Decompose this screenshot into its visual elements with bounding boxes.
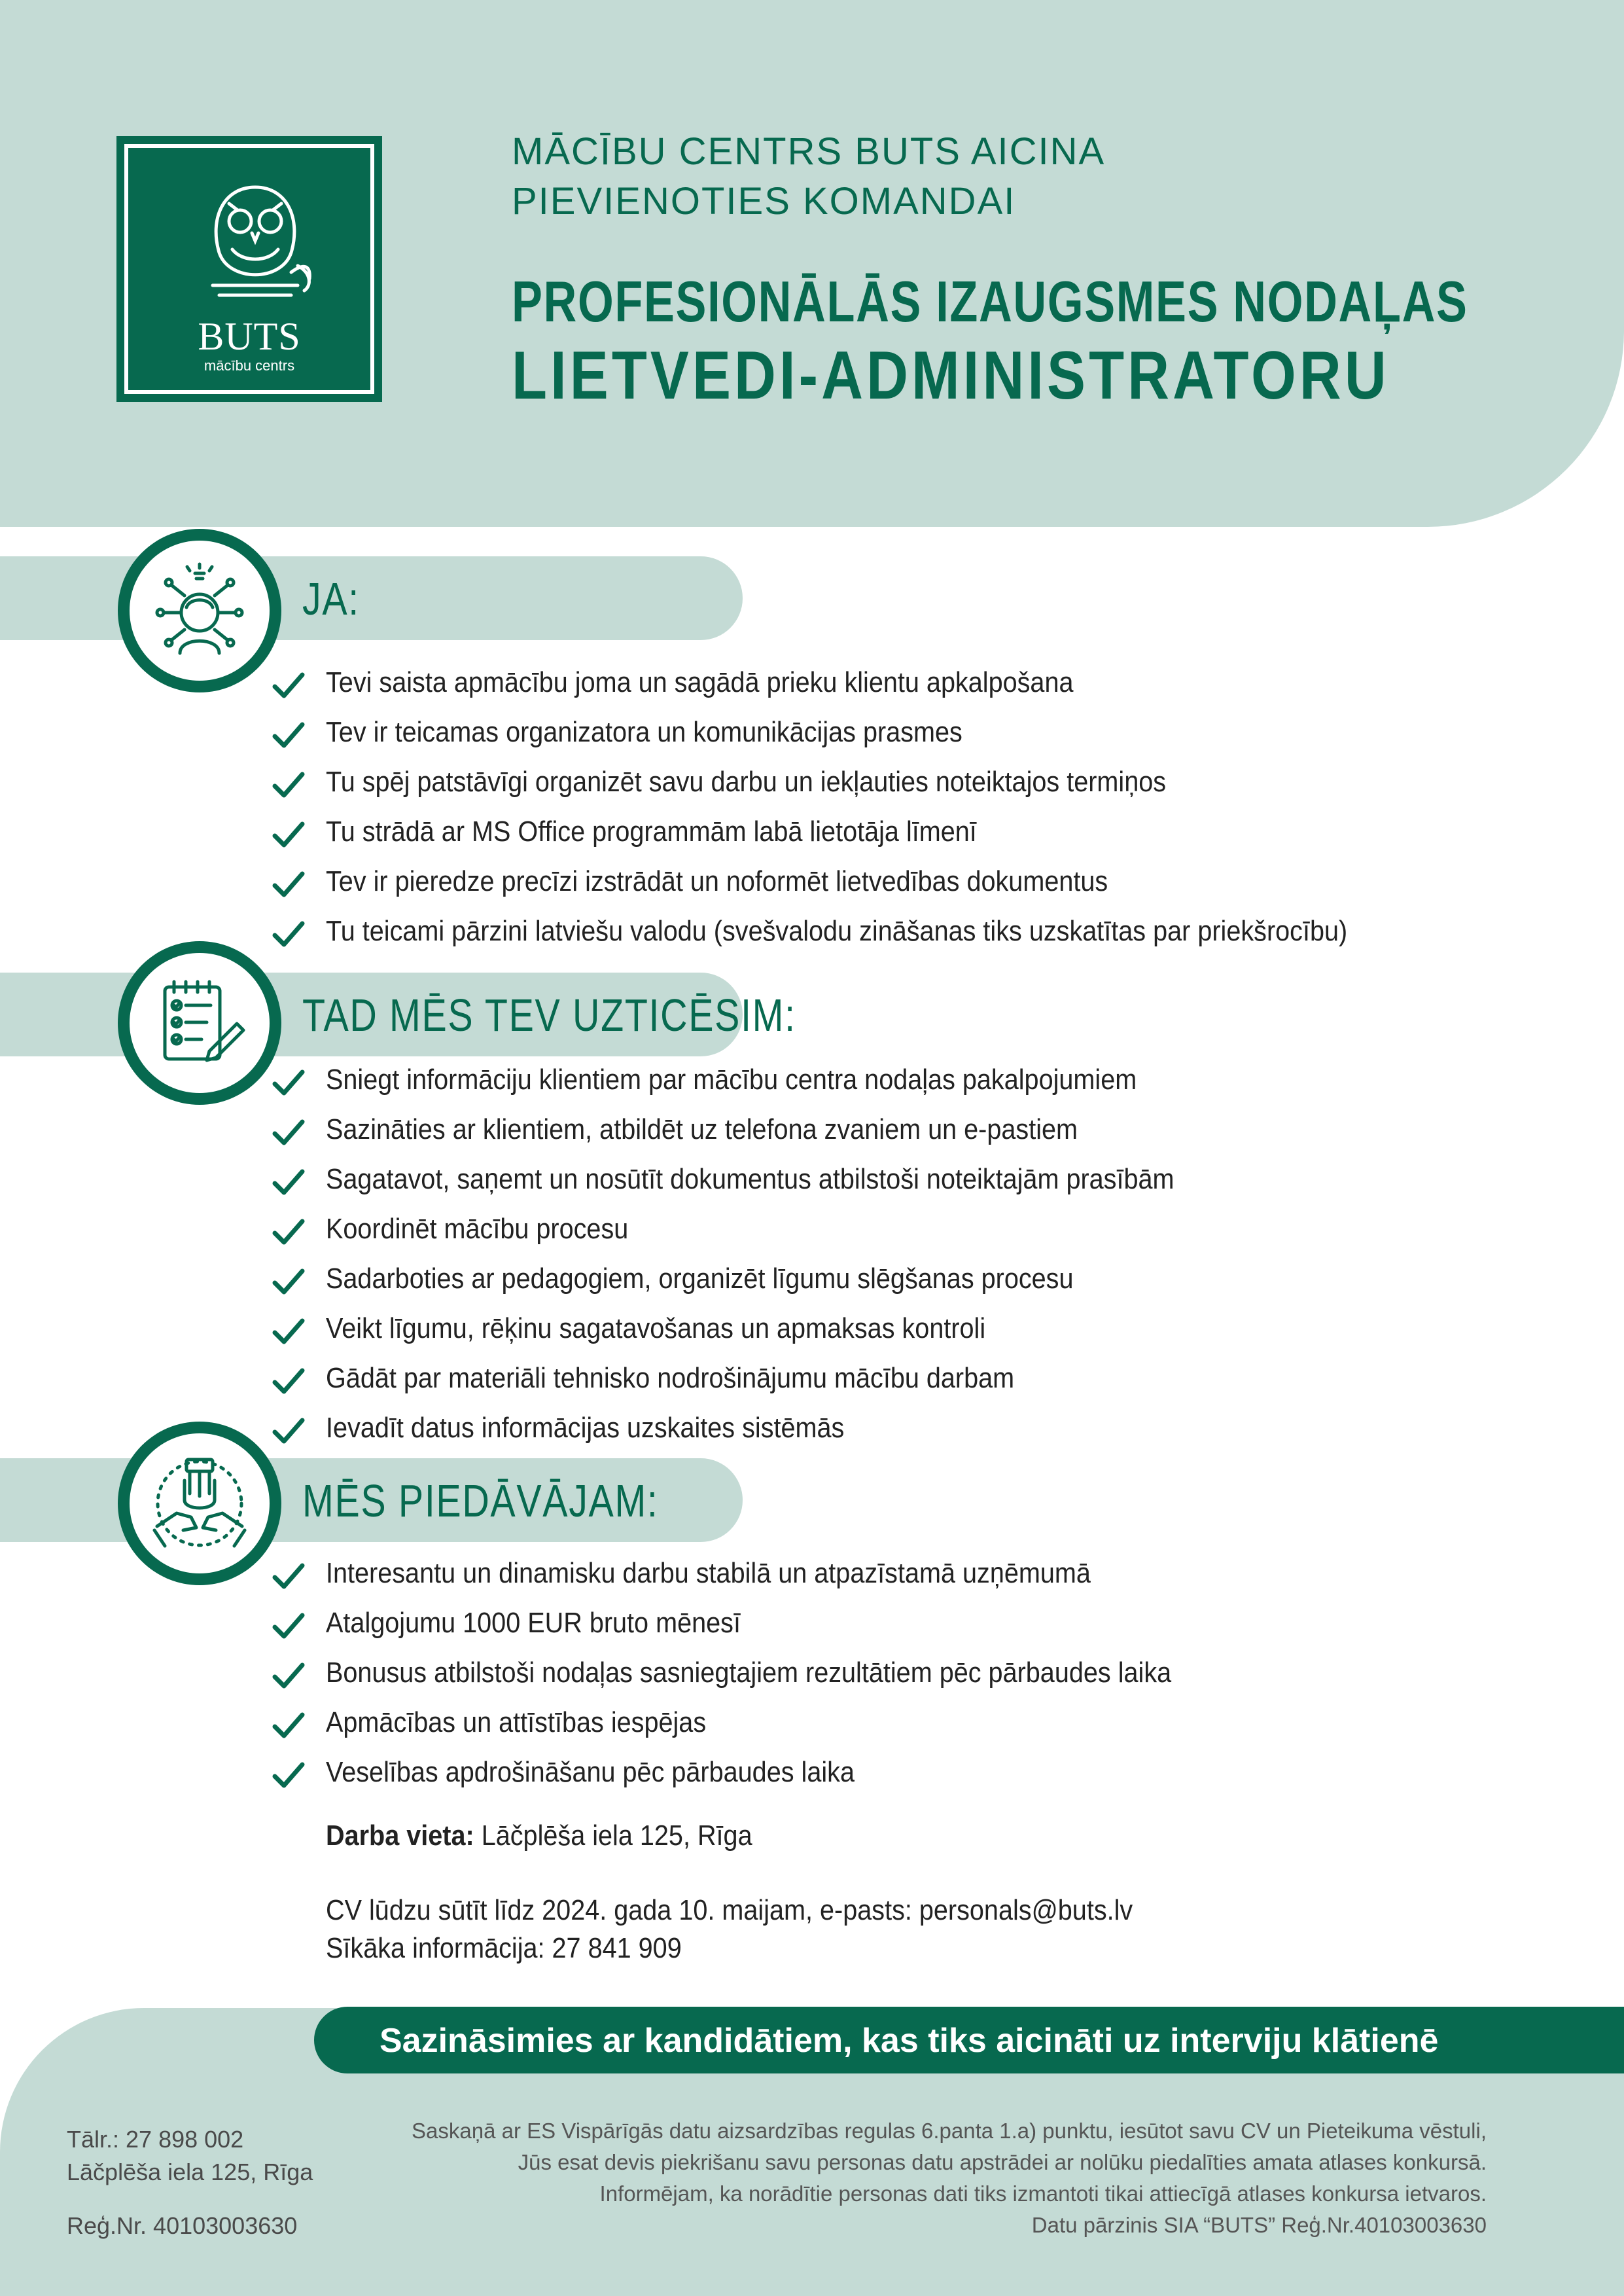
checkmark-icon (272, 1068, 305, 1097)
list-item-text: Interesantu un dinamisku darbu stabilā un atpazīstamā uzņēmumā (326, 1557, 1091, 1589)
cv-deadline-line: CV lūdzu sūtīt līdz 2024. gada 10. maijam, e-pasts: personals@buts.lv (326, 1894, 1133, 1926)
gdpr-line: Saskaņā ar ES Vispārīgās datu aizsardzības regulas 6.panta 1.a) punktu, iesūtot savu CV un Pieteikuma vēstuli, (412, 2119, 1487, 2143)
logo-frame (124, 144, 374, 394)
footer-address: Lāčplēša iela 125, Rīga (67, 2159, 313, 2185)
section-badge-offer (118, 1422, 281, 1585)
list-item-text: Apmācības un attīstības iespējas (326, 1706, 707, 1738)
interview-banner (314, 2007, 1624, 2073)
checklist-icon (150, 974, 249, 1072)
interview-banner-text: Sazināsimies ar kandidātiem, kas tiks aicināti uz interviju klātienē (380, 2022, 1439, 2060)
owl-icon (193, 174, 317, 312)
checkmark-icon (272, 1661, 305, 1690)
list-item-text: Tu spēj patstāvīgi organizēt savu darbu un iekļauties noteiktajos termiņos (326, 766, 1167, 798)
teamwork-hands-icon (150, 1454, 249, 1552)
checkmark-icon (272, 1317, 305, 1346)
checkmark-icon (272, 1367, 305, 1395)
section-title-requirements: JA: (302, 573, 360, 624)
work-place-value: Lāčplēša iela 125, Rīga (474, 1820, 752, 1852)
list-item-text: Tev ir pieredze precīzi izstrādāt un noformēt lietvedības dokumentus (326, 865, 1108, 897)
gdpr-line: Informējam, ka norādītie personas dati tiks izmantoti tikai attiecīgā atlases konkursa ietvaros. (599, 2181, 1487, 2206)
buts-logo (116, 136, 382, 402)
work-place-label: Darba vieta: (326, 1820, 474, 1852)
checkmark-icon (272, 1416, 305, 1445)
list-item-text: Atalgojumu 1000 EUR bruto mēnesī (326, 1607, 741, 1639)
list-item-text: Tevi saista apmācību joma un sagādā prieku klientu apkalpošana (326, 666, 1074, 698)
checkmark-icon (272, 1217, 305, 1246)
checkmark-icon (272, 671, 305, 700)
section-badge-requirements (118, 529, 281, 692)
checkmark-icon (272, 770, 305, 799)
gdpr-notice (309, 2115, 1487, 2241)
idea-person-icon (150, 562, 249, 660)
checkmark-icon (272, 1611, 305, 1640)
list-item-text: Gādāt par materiāli tehnisko nodrošinājumu mācību darbam (326, 1362, 1015, 1394)
page-title-line-1: PROFESIONĀLĀS IZAUGSMES NODAĻAS (512, 269, 1468, 334)
section-pill-requirements (0, 556, 743, 640)
work-place-line (326, 1820, 752, 1852)
list-item-text: Bonusus atbilstoši nodaļas sasniegtajiem rezultātiem pēc pārbaudes laika (326, 1657, 1172, 1689)
checkmark-icon (272, 1761, 305, 1789)
invite-line-2: PIEVIENOTIES KOMANDAI (512, 180, 1016, 223)
checkmark-icon (272, 1168, 305, 1196)
footer-phone: Tālr.: 27 898 002 (67, 2126, 244, 2153)
checkmark-icon (272, 820, 305, 849)
gdpr-line: Datu pārzinis SIA “BUTS” Reģ.Nr.40103003630 (1031, 2213, 1487, 2237)
list-item-text: Tev ir teicamas organizatora un komunikācijas prasmes (326, 716, 962, 748)
checkmark-icon (272, 1118, 305, 1147)
section-title-offer: MĒS PIEDĀVĀJAM: (302, 1475, 659, 1526)
info-phone-line: Sīkāka informācija: 27 841 909 (326, 1932, 682, 1964)
list-item-text: Ievadīt datus informācijas uzskaites sistēmās (326, 1412, 845, 1444)
list-item-text: Veikt līgumu, rēķinu sagatavošanas un apmaksas kontroli (326, 1312, 986, 1344)
checkmark-icon (272, 1562, 305, 1590)
checkmark-icon (272, 721, 305, 749)
footer-reg-number: Reģ.Nr. 40103003630 (67, 2212, 298, 2239)
invite-line-1: MĀCĪBU CENTRS BUTS AICINA (512, 130, 1106, 173)
list-item-text: Tu strādā ar MS Office programmām labā lietotāja līmenī (326, 816, 977, 848)
list-item-text: Veselības apdrošināšanu pēc pārbaudes laika (326, 1756, 855, 1788)
list-item-text: Koordinēt mācību procesu (326, 1213, 629, 1245)
logo-subtitle: mācību centrs (203, 357, 295, 374)
logo-wordmark: BUTS (198, 315, 301, 358)
list-item-text: Sadarboties ar pedagogiem, organizēt līgumu slēgšanas procesu (326, 1263, 1074, 1295)
list-item-text: Sagatavot, saņemt un nosūtīt dokumentus atbilstoši noteiktajām prasībām (326, 1163, 1174, 1195)
checkmark-icon (272, 870, 305, 899)
list-item-text: Sniegt informāciju klientiem par mācību centra nodaļas pakalpojumiem (326, 1064, 1137, 1096)
gdpr-line: Jūs esat devis piekrišanu savu personas datu apstrādei ar nolūku piedalīties amata atlases konkursā. (518, 2150, 1487, 2174)
checkmark-icon (272, 1267, 305, 1296)
list-item-text: Sazināties ar klientiem, atbildēt uz telefona zvaniem un e-pastiem (326, 1113, 1078, 1145)
section-title-duties: TAD MĒS TEV UZTICĒSIM: (302, 990, 796, 1041)
checkmark-icon (272, 920, 305, 948)
section-badge-duties (118, 941, 281, 1105)
page-title-line-2: LIETVEDI-ADMINISTRATORU (512, 338, 1390, 414)
list-item-text: Tu teicami pārzini latviešu valodu (svešvalodu zināšanas tiks uzskatītas par priekšrocību) (326, 915, 1348, 947)
checkmark-icon (272, 1711, 305, 1740)
